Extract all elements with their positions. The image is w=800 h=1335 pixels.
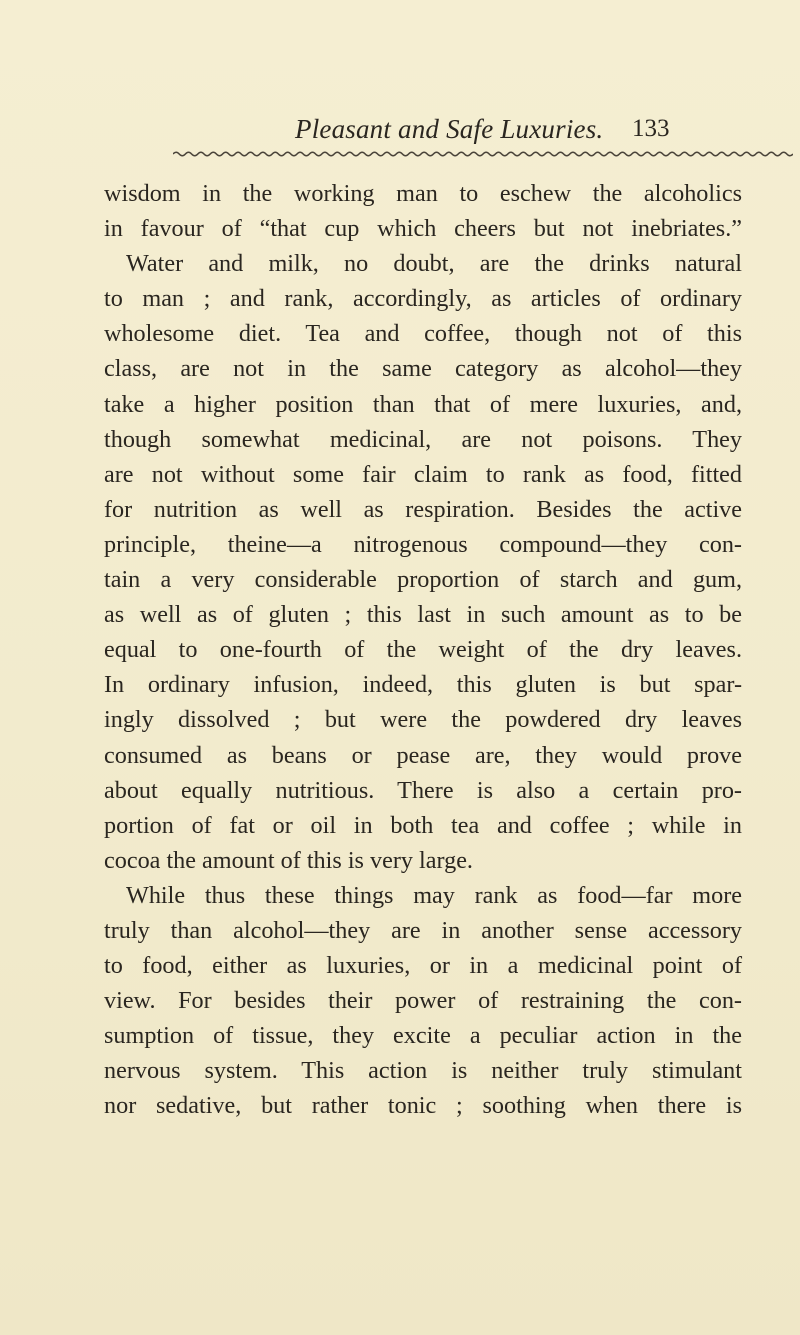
text-line-26: nervous system. This action is neither truly stimulant	[104, 1057, 742, 1085]
text-line-20: cocoa the amount of this is very large.	[104, 846, 473, 874]
text-line-11: principle, theine—a nitrogenous compound—they con-	[104, 530, 742, 558]
text-line-19: portion of fat or oil in both tea and coffee ; while in	[104, 811, 742, 839]
text-line-27: nor sedative, but rather tonic ; soothing when there is	[104, 1092, 742, 1120]
text-line-25: sumption of tissue, they excite a peculiar action in the	[104, 1022, 742, 1050]
text-line-10: for nutrition as well as respiration. Besides the active	[104, 495, 742, 523]
text-line-17: consumed as beans or pease are, they would prove	[104, 741, 742, 769]
text-line-2: in favour of “that cup which cheers but not inebriates.”	[104, 215, 742, 243]
body-text	[104, 176, 742, 1124]
text-line-1: wisdom in the working man to eschew the alcoholics	[104, 180, 742, 207]
text-line-8: though somewhat medicinal, are not poisons. They	[104, 425, 742, 453]
text-line-5: wholesome diet. Tea and coffee, though not of this	[104, 320, 742, 348]
page-header	[0, 114, 800, 154]
text-line-18: about equally nutritious. There is also a certain pro-	[104, 776, 742, 804]
text-line-14: equal to one-fourth of the weight of the dry leaves.	[104, 636, 742, 664]
text-line-21: While thus these things may rank as food—far more	[126, 881, 742, 909]
text-line-4: to man ; and rank, accordingly, as articles of ordinary	[104, 285, 742, 313]
text-line-24: view. For besides their power of restraining the con-	[104, 987, 742, 1015]
text-line-23: to food, either as luxuries, or in a medicinal point of	[104, 952, 742, 980]
text-line-7: take a higher position than that of mere luxuries, and,	[104, 390, 742, 418]
text-line-22: truly than alcohol—they are in another sense accessory	[104, 916, 742, 944]
text-line-6: class, are not in the same category as alcohol—they	[104, 355, 742, 383]
running-head: Pleasant and Safe Luxuries.	[295, 114, 604, 144]
ornamental-wavy-rule	[173, 149, 793, 159]
text-line-9: are not without some fair claim to rank as food, fitted	[104, 460, 742, 488]
text-line-12: tain a very considerable proportion of starch and gum,	[104, 566, 742, 594]
text-line-3: Water and milk, no doubt, are the drinks natural	[126, 250, 742, 278]
text-line-15: In ordinary infusion, indeed, this gluten is but spar-	[104, 671, 742, 699]
text-line-16: ingly dissolved ; but were the powdered dry leaves	[104, 706, 742, 734]
text-line-13: as well as of gluten ; this last in such amount as to be	[104, 601, 742, 629]
page-number: 133	[632, 115, 670, 142]
